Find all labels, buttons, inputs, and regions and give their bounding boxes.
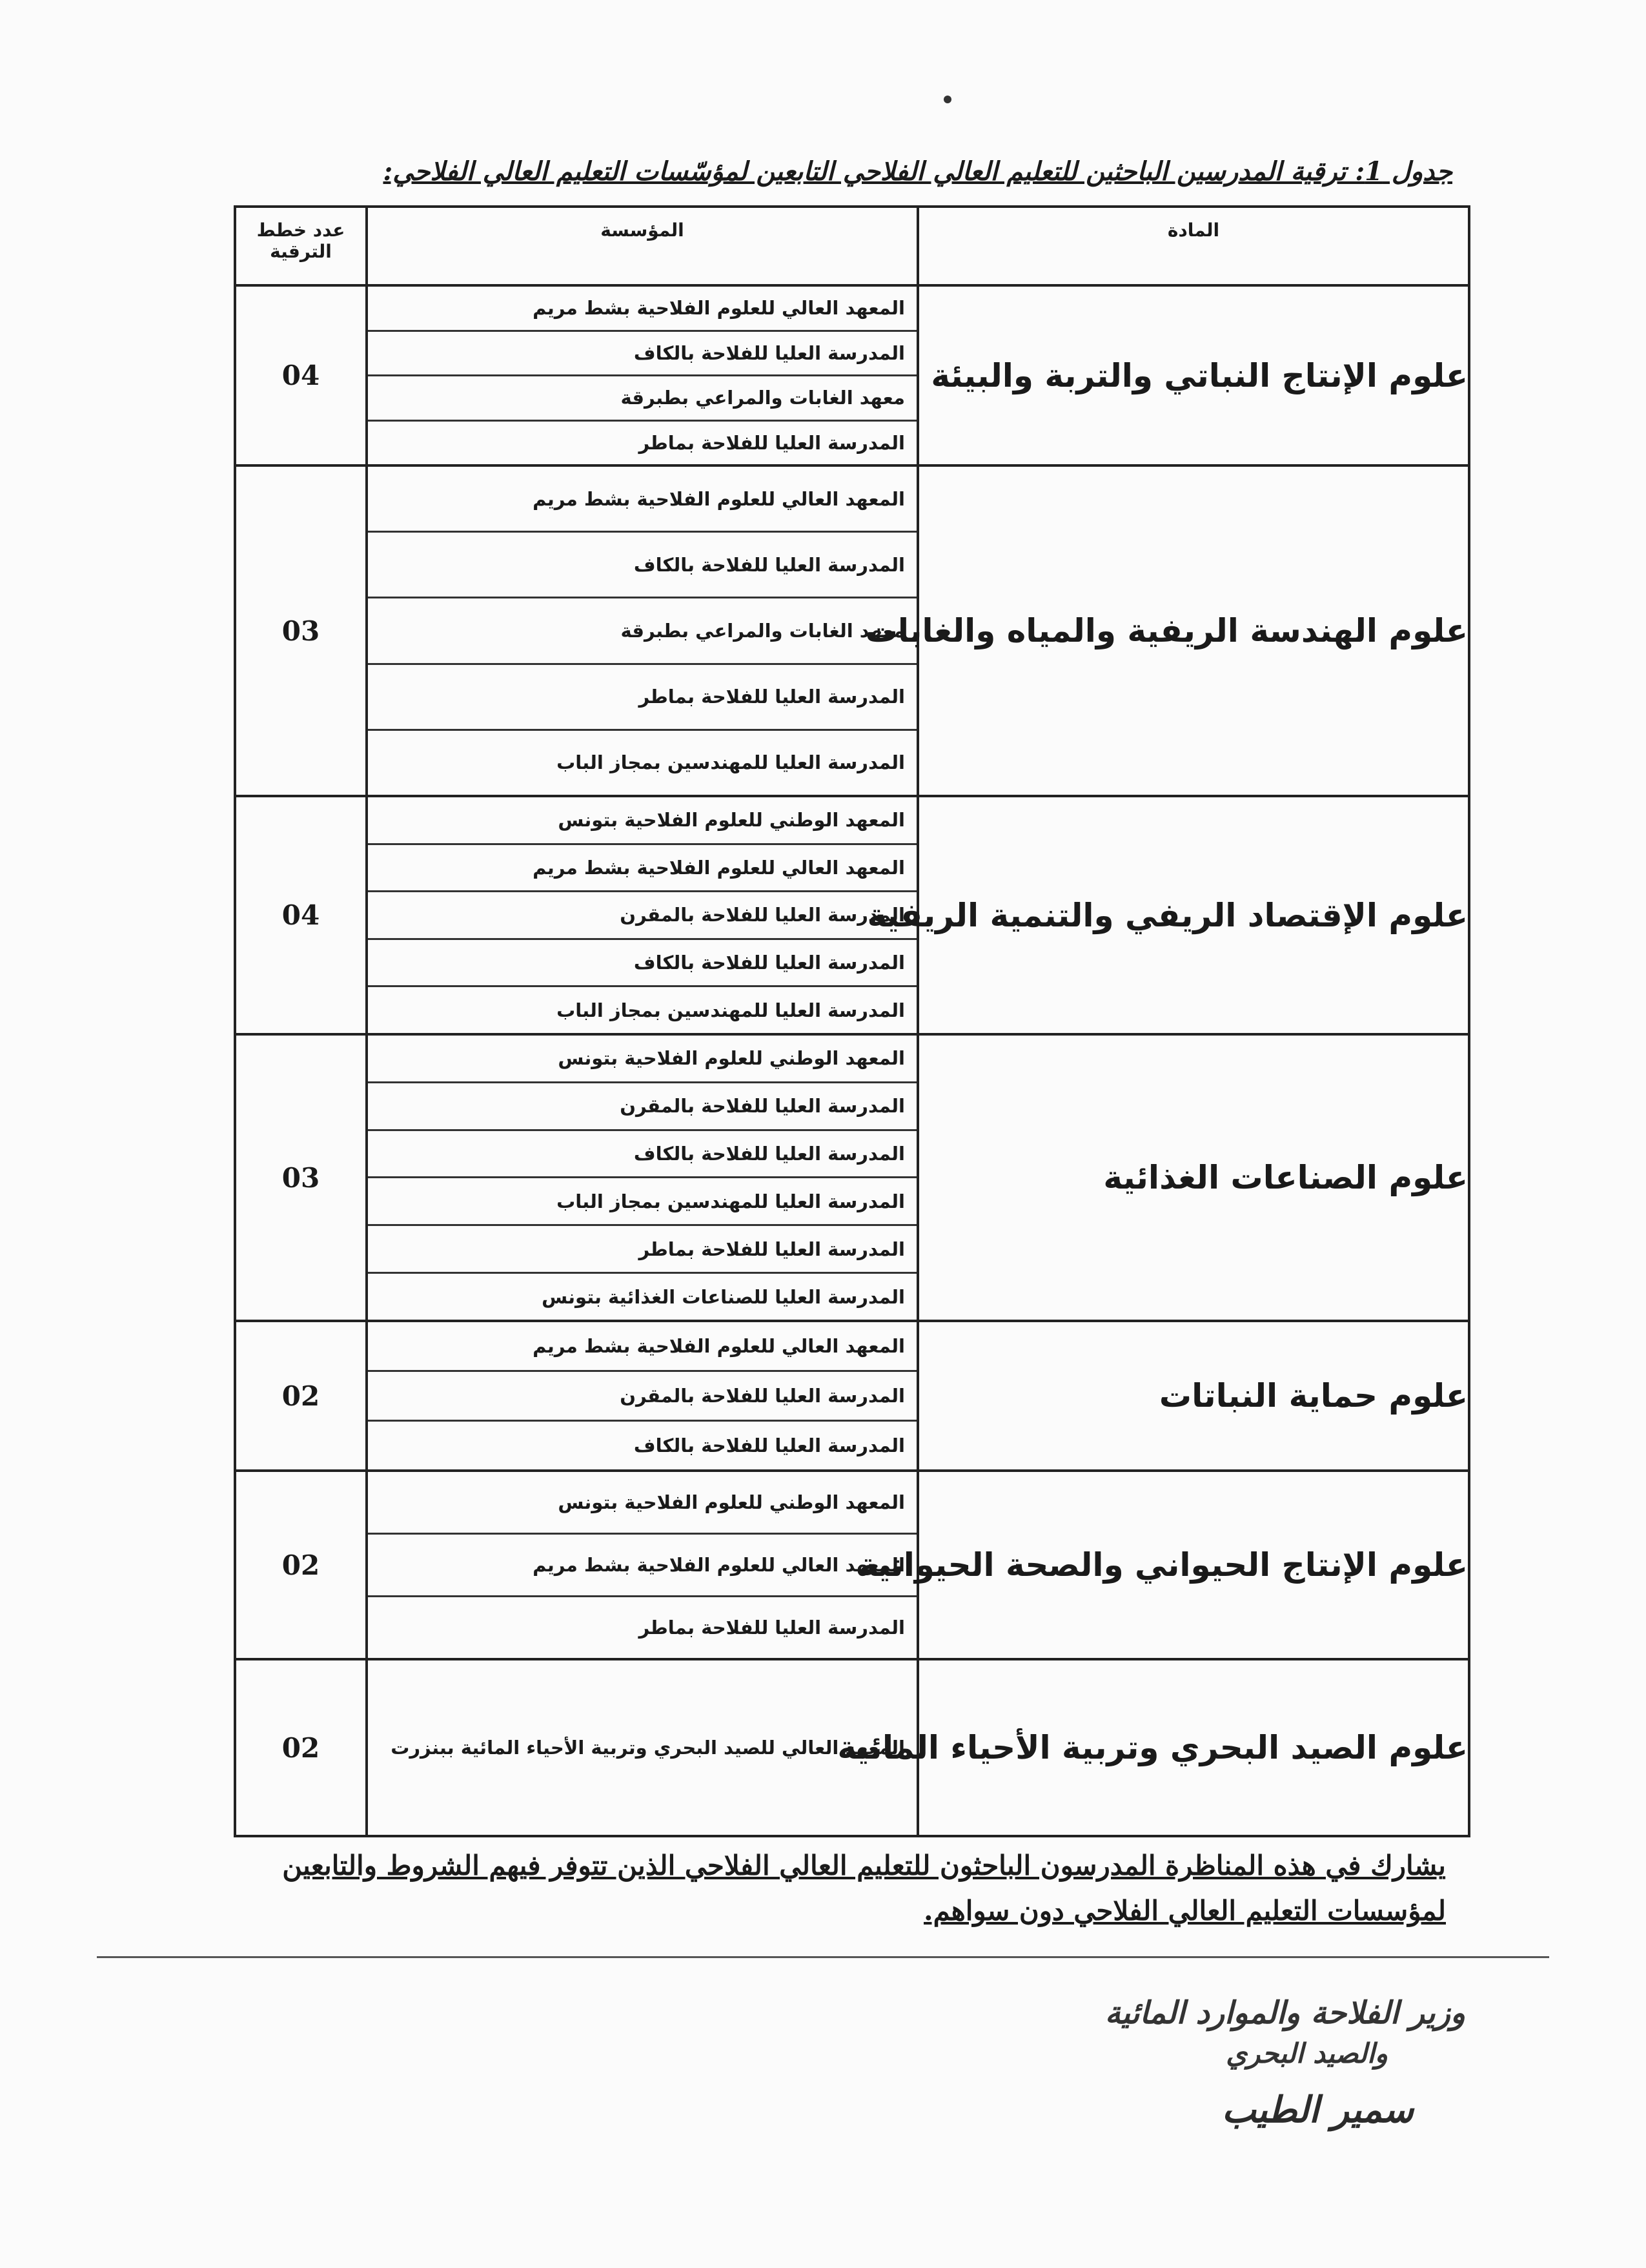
institution-item: المعهد الوطني للعلوم الفلاحية بتونس	[368, 1036, 917, 1083]
institution-item: المدرسة العليا للفلاحة بماطر	[638, 1617, 905, 1639]
institution-item: المدرسة العليا للفلاحة بالمقرن	[368, 1083, 917, 1131]
promotion-count-cell: 02	[235, 1471, 367, 1659]
institution-item: المدرسة العليا للصناعات الغذائية بتونس	[542, 1285, 905, 1308]
promotion-count-cell: 02	[235, 1321, 367, 1471]
institution-item: المعهد العالي للعلوم الفلاحية بشط مريم	[368, 1322, 917, 1372]
institution-item: المدرسة العليا للفلاحة بالكاف	[633, 1435, 905, 1456]
institution-item: المدرسة العليا للفلاحة بماطر	[368, 665, 917, 731]
header-institution: المؤسسة	[367, 207, 918, 285]
table-row	[235, 285, 1469, 465]
institution-item: المدرسة العليا للفلاحة بالكاف	[368, 533, 917, 598]
institution-cell	[367, 465, 918, 796]
institution-cell	[367, 1659, 918, 1836]
subject-cell: علوم حماية النباتات	[918, 1321, 1469, 1471]
promotion-count-cell: 03	[235, 1034, 367, 1321]
institution-list	[368, 1036, 917, 1320]
institution-item: المدرسة العليا للفلاحة بالكاف	[368, 1131, 917, 1179]
promotion-count-cell: 04	[235, 796, 367, 1034]
institution-item: المعهد العالي للصيد البحري وتربية الأحياء المائية ببنزرت	[391, 1737, 905, 1759]
institution-list	[368, 287, 917, 464]
header-count: عدد خطط الترقية	[235, 207, 367, 285]
table-header-row	[235, 207, 1469, 285]
subject-cell: علوم الإقتصاد الريفي والتنمية الريفية	[918, 796, 1469, 1034]
table-row	[235, 1034, 1469, 1321]
institution-item: المدرسة العليا للمهندسين بمجاز الباب	[556, 999, 905, 1021]
institution-cell	[367, 1321, 918, 1471]
institution-item: المدرسة العليا للفلاحة بالكاف	[368, 332, 917, 377]
subject-cell: علوم الإنتاج الحيواني والصحة الحيوانية	[918, 1471, 1469, 1659]
institution-cell	[367, 1471, 918, 1659]
table-row	[235, 1659, 1469, 1836]
eligibility-note	[219, 1843, 1446, 1934]
institution-list	[368, 1472, 917, 1658]
table-row	[235, 796, 1469, 1034]
institution-item: المعهد الوطني للعلوم الفلاحية بتونس	[368, 797, 917, 845]
institution-item: المعهد العالي للعلوم الفلاحية بشط مريم	[368, 287, 917, 332]
institution-item: معهد الغابات والمراعي بطبرقة	[368, 376, 917, 422]
institution-item: المعهد العالي للعلوم الفلاحية بشط مريم	[368, 467, 917, 533]
scan-speck	[944, 96, 951, 103]
institution-item: المدرسة العليا للفلاحة بالمقرن	[368, 1372, 917, 1422]
institution-item: المدرسة العليا للفلاحة بماطر	[638, 431, 905, 454]
institution-cell	[367, 796, 918, 1034]
institution-item: المدرسة العليا للفلاحة بالمقرن	[368, 892, 917, 940]
signatory-title-2: والصيد البحري	[1226, 2038, 1388, 2069]
institution-cell	[367, 1034, 918, 1321]
signatory-title-1: وزير الفلاحة والموارد المائية	[1104, 1995, 1465, 2031]
page-divider	[97, 1956, 1549, 1958]
institution-list	[368, 467, 917, 795]
table-row	[235, 465, 1469, 796]
institution-cell	[367, 285, 918, 465]
subject-cell: علوم الهندسة الريفية والمياه والغابات	[918, 465, 1469, 796]
institution-list	[368, 1322, 917, 1469]
promotion-table	[234, 205, 1470, 1837]
institution-item: المعهد العالي للعلوم الفلاحية بشط مريم	[368, 1535, 917, 1597]
promotion-count-cell: 03	[235, 465, 367, 796]
table-row	[235, 1471, 1469, 1659]
institution-item: المعهد العالي للعلوم الفلاحية بشط مريم	[368, 845, 917, 893]
header-subject: المادة	[918, 207, 1469, 285]
institution-item: المدرسة العليا للفلاحة بماطر	[368, 1226, 917, 1274]
signature-block	[1013, 1995, 1465, 2131]
subject-cell: علوم الصيد البحري وتربية الأحياء المائية	[918, 1659, 1469, 1836]
institution-item: المدرسة العليا للمهندسين بمجاز الباب	[556, 751, 905, 774]
institution-item: المدرسة العليا للمهندسين بمجاز الباب	[368, 1178, 917, 1226]
promotion-count-cell: 04	[235, 285, 367, 465]
institution-list	[368, 797, 917, 1033]
institution-item: المدرسة العليا للفلاحة بالكاف	[368, 940, 917, 988]
institution-item: المعهد الوطني للعلوم الفلاحية بتونس	[368, 1472, 917, 1535]
table-caption: جدول 1: ترقية المدرسين الباحثين للتعليم العالي الفلاحي التابعين لمؤسّسات التعليم العالي الفلاحي:	[383, 156, 1452, 187]
institution-list	[368, 1660, 917, 1835]
note-line-2: لمؤسسات التعليم العالي الفلاحي دون سواهم.	[924, 1895, 1446, 1926]
subject-cell: علوم الصناعات الغذائية	[918, 1034, 1469, 1321]
note-line-1: يشارك في هذه المناظرة المدرسون الباحثون للتعليم العالي الفلاحي الذين تتوفر فيهم الشروط والتابعين	[282, 1850, 1446, 1881]
table-row	[235, 1321, 1469, 1471]
promotion-count-cell: 02	[235, 1659, 367, 1836]
table-body	[235, 285, 1469, 1836]
institution-item: معهد الغابات والمراعي بطبرقة	[368, 598, 917, 664]
signatory-name: سمير الطيب	[1221, 2089, 1414, 2131]
subject-cell: علوم الإنتاج النباتي والتربة والبيئة	[918, 285, 1469, 465]
